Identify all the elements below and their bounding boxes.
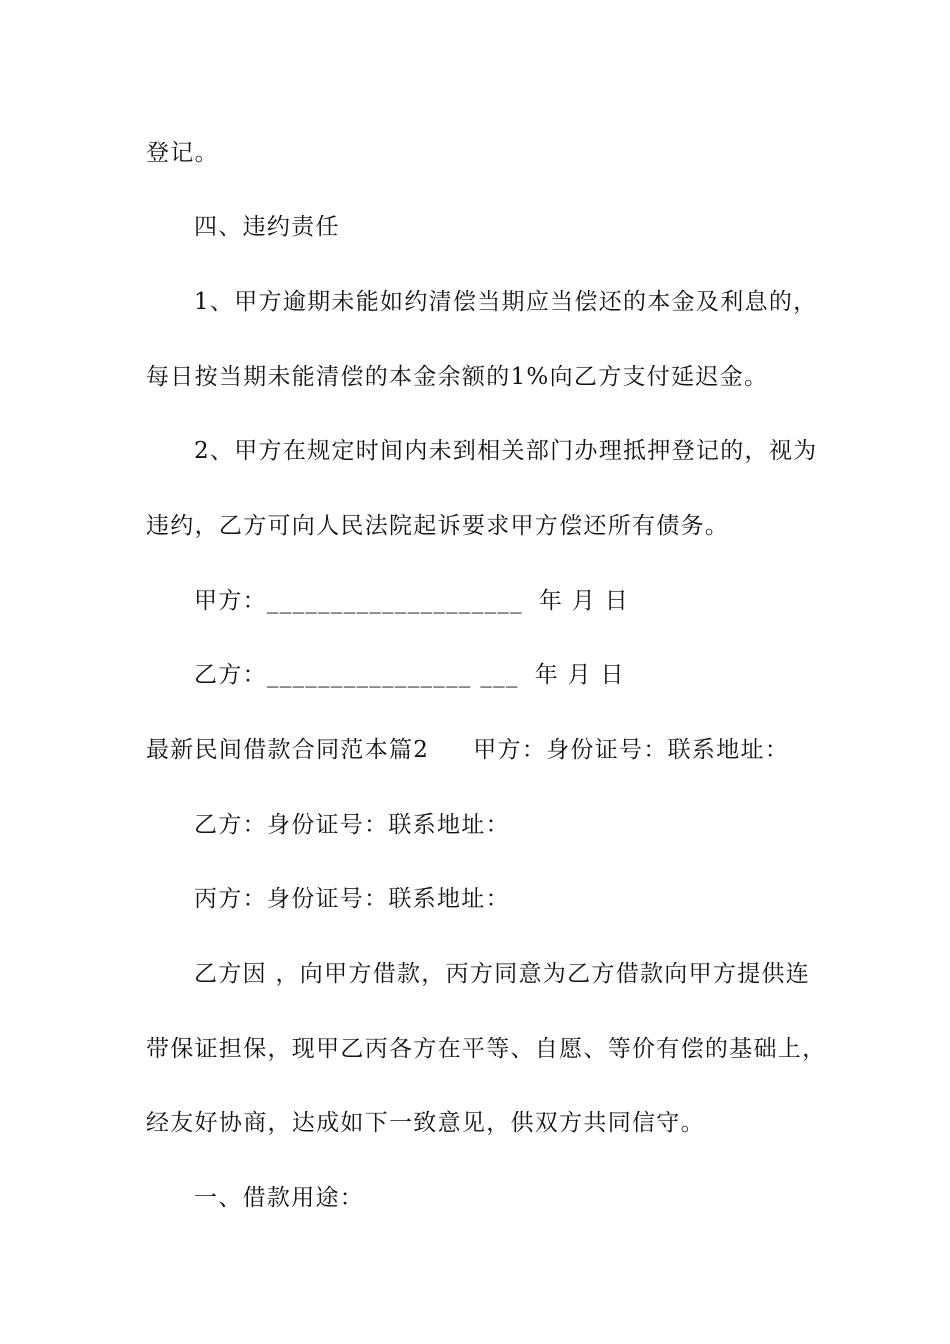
signature-label: 甲方： [194,588,267,614]
party-a-info: 甲方：身份证号：联系地址： [473,737,790,763]
intro-line-3: 经友好协商，达成如下一致意见，供双方共同信守。 [146,1110,705,1136]
section-heading-loan-purpose: 一、借款用途： [194,1185,365,1211]
signature-label: 乙方： [194,662,267,688]
clause-1-line-2: 每日按当期未能清偿的本金余额的1%向乙方支付延迟金。 [146,364,769,390]
intro-line-2: 带保证担保，现甲乙丙各方在平等、自愿、等价有偿的基础上， [146,1036,827,1062]
clause-2-line-1: 2、甲方在规定时间内未到相关部门办理抵押登记的，视为 [194,438,818,464]
clause-2-line-2: 违约，乙方可向人民法院起诉要求甲方偿还所有债务。 [146,513,730,539]
signature-blank: ____________________ [266,588,523,614]
party-b-info: 乙方：身份证号：联系地址： [194,812,510,838]
party-c-info: 丙方：身份证号：联系地址： [194,886,510,912]
section-heading-breach: 四、违约责任 [194,214,340,240]
signature-party-b [194,660,625,690]
intro-line-1: 乙方因 ，向甲方借款，丙方同意为乙方借款向甲方提供连 [194,961,811,987]
section-2-heading-line [146,735,789,765]
paragraph-line: 登记。 [146,140,219,166]
signature-blank: ________________ ___ [266,662,519,688]
clause-1-line-1: 1、甲方逾期未能如约清偿当期应当偿还的本金及利息的， [194,289,818,315]
signature-party-a [194,586,629,616]
signature-date: 年 月 日 [538,588,630,614]
section-2-title: 最新民间借款合同范本篇2 [146,737,430,763]
signature-date: 年 月 日 [534,662,625,688]
